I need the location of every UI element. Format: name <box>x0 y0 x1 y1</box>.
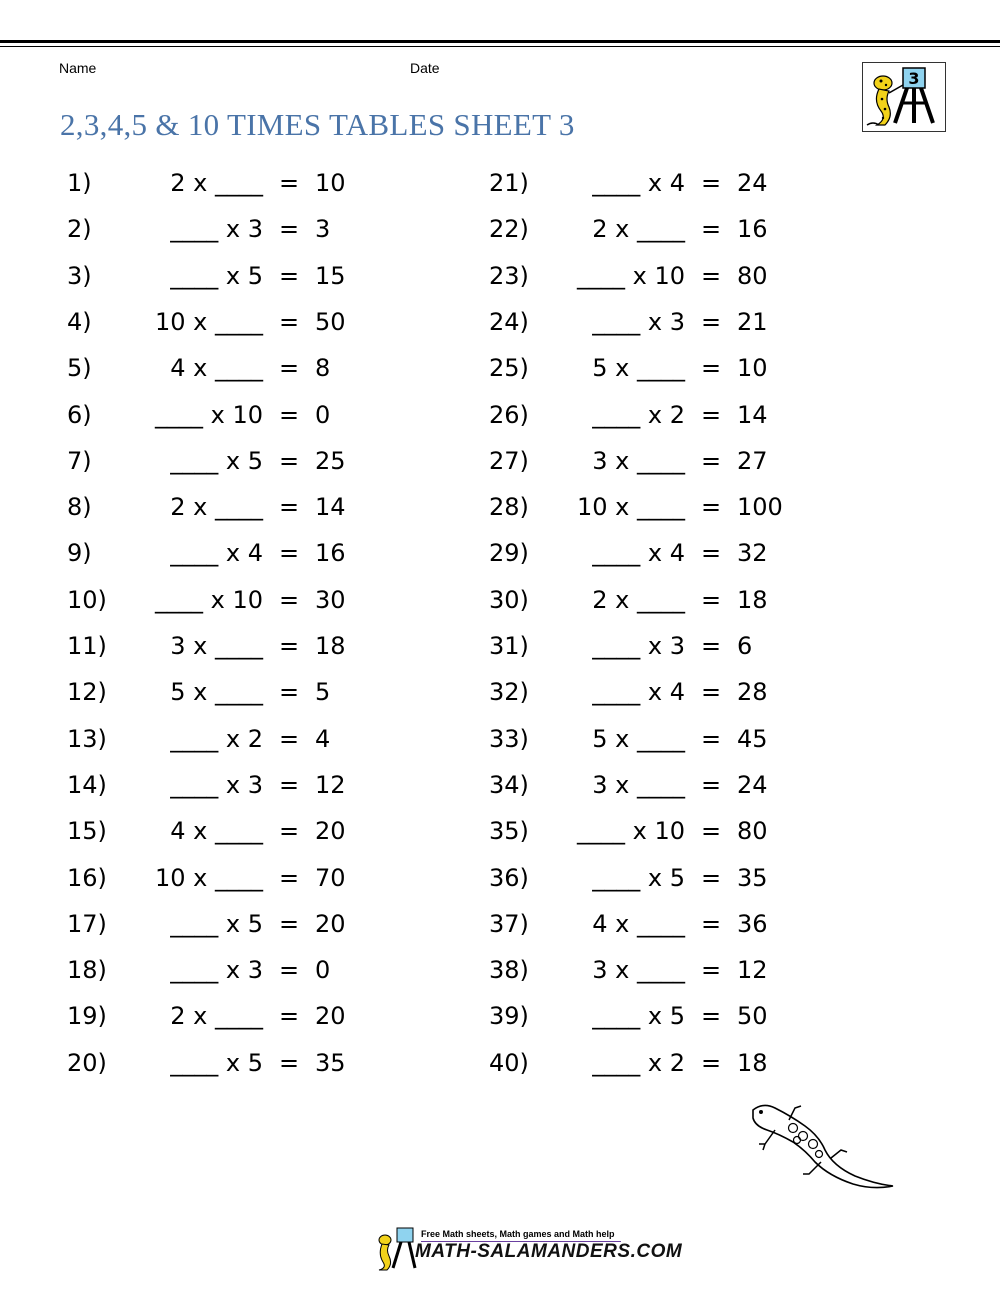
question-product: 35 <box>737 863 768 892</box>
question-expression[interactable]: 3 x ____ <box>592 446 685 475</box>
name-label: Name <box>59 60 97 76</box>
question-number: 37) <box>489 909 529 938</box>
question-product: 50 <box>737 1002 768 1031</box>
question-product: 32 <box>737 539 768 568</box>
question-row <box>422 762 922 808</box>
question-product: 16 <box>315 539 346 568</box>
question-number: 27) <box>489 446 529 475</box>
footer-logo <box>373 1226 683 1272</box>
question-product: 70 <box>315 863 346 892</box>
question-product: 20 <box>315 1002 346 1031</box>
question-product: 0 <box>315 956 331 985</box>
question-expression[interactable]: 5 x ____ <box>592 724 685 753</box>
question-row <box>422 901 922 947</box>
question-product: 10 <box>737 354 768 383</box>
top-rule-thin <box>0 46 1000 47</box>
question-product: 14 <box>315 493 346 522</box>
question-row <box>422 669 922 715</box>
question-product: 12 <box>315 770 346 799</box>
question-number: 40) <box>489 1048 529 1077</box>
question-product: 36 <box>737 909 768 938</box>
question-product: 18 <box>737 585 768 614</box>
question-number: 25) <box>489 354 529 383</box>
question-number: 17) <box>67 909 107 938</box>
question-expression[interactable]: 10 x ____ <box>155 307 263 336</box>
question-expression[interactable]: 2 x ____ <box>592 585 685 614</box>
question-expression[interactable]: ____ x 4 <box>592 678 685 707</box>
question-number: 15) <box>67 817 107 846</box>
equals-sign: = <box>279 585 300 614</box>
question-number: 14) <box>67 770 107 799</box>
question-product: 6 <box>737 632 753 660</box>
top-rule-thick <box>0 40 1000 43</box>
question-product: 15 <box>315 261 346 290</box>
question-product: 5 <box>315 678 331 707</box>
footer-salamander-icon <box>373 1226 417 1272</box>
question-expression[interactable]: 10 x ____ <box>577 493 685 522</box>
question-expression[interactable]: 10 x ____ <box>155 863 263 892</box>
question-number: 6) <box>67 400 92 429</box>
footer-tagline: Free Math sheets, Math games and Math help <box>421 1229 615 1239</box>
question-number: 8) <box>67 493 92 522</box>
question-row <box>422 530 922 576</box>
question-product: 3 <box>315 215 331 244</box>
equals-sign: = <box>701 817 722 846</box>
question-row <box>422 392 922 438</box>
equals-sign: = <box>701 307 722 336</box>
equals-sign: = <box>701 956 722 985</box>
equals-sign: = <box>701 770 722 799</box>
question-product: 10 <box>315 169 346 197</box>
question-number: 2) <box>67 215 92 244</box>
equals-sign: = <box>701 863 722 892</box>
question-row <box>422 299 922 345</box>
question-product: 100 <box>737 493 783 522</box>
question-product: 45 <box>737 724 768 753</box>
salamander-teacher-logo-icon <box>862 62 946 132</box>
question-number: 34) <box>489 770 529 799</box>
question-expression[interactable]: ____ x 3 <box>170 215 263 244</box>
equals-sign: = <box>279 261 300 290</box>
equals-sign: = <box>701 632 722 660</box>
question-number: 32) <box>489 678 529 707</box>
equals-sign: = <box>701 261 722 290</box>
question-expression[interactable]: 3 x ____ <box>592 956 685 985</box>
question-number: 21) <box>489 169 529 197</box>
question-product: 30 <box>315 585 346 614</box>
logo-digit: 3 <box>908 69 920 88</box>
question-number: 4) <box>67 307 92 336</box>
question-expression[interactable]: 3 x ____ <box>592 770 685 799</box>
equals-sign: = <box>279 863 300 892</box>
question-expression[interactable]: ____ x 3 <box>170 956 263 985</box>
question-number: 38) <box>489 956 529 985</box>
question-number: 35) <box>489 817 529 846</box>
question-row <box>422 484 922 530</box>
equals-sign: = <box>701 493 722 522</box>
question-expression[interactable]: ____ x 10 <box>577 817 685 846</box>
question-expression[interactable]: 3 x ____ <box>170 632 263 660</box>
equals-sign: = <box>701 585 722 614</box>
equals-sign: = <box>701 446 722 475</box>
question-expression[interactable]: ____ x 5 <box>170 261 263 290</box>
question-product: 35 <box>315 1048 346 1077</box>
equals-sign: = <box>279 400 300 429</box>
question-expression[interactable]: ____ x 5 <box>170 1048 263 1077</box>
question-expression[interactable]: ____ x 2 <box>170 724 263 753</box>
question-expression[interactable]: ____ x 2 <box>592 1048 685 1077</box>
equals-sign: = <box>701 678 722 707</box>
question-row <box>422 808 922 854</box>
question-expression[interactable]: 2 x ____ <box>170 493 263 522</box>
equals-sign: = <box>279 956 300 985</box>
question-product: 16 <box>737 215 768 244</box>
question-row <box>422 577 922 623</box>
question-number: 36) <box>489 863 529 892</box>
question-product: 14 <box>737 400 768 429</box>
question-product: 18 <box>315 632 346 660</box>
question-number: 5) <box>67 354 92 383</box>
question-expression[interactable]: 4 x ____ <box>170 354 263 383</box>
equals-sign: = <box>701 1002 722 1031</box>
question-expression[interactable]: ____ x 2 <box>592 400 685 429</box>
question-expression[interactable]: 2 x ____ <box>170 1002 263 1031</box>
question-number: 24) <box>489 307 529 336</box>
question-number: 13) <box>67 724 107 753</box>
equals-sign: = <box>279 169 300 197</box>
question-number: 11) <box>67 632 107 660</box>
question-number: 29) <box>489 539 529 568</box>
question-row <box>422 160 922 206</box>
equals-sign: = <box>701 215 722 244</box>
question-number: 12) <box>67 678 107 707</box>
equals-sign: = <box>279 632 300 660</box>
question-product: 8 <box>315 354 331 383</box>
question-expression[interactable]: ____ x 4 <box>592 169 685 197</box>
question-expression[interactable]: ____ x 5 <box>170 909 263 938</box>
question-number: 22) <box>489 215 529 244</box>
question-expression[interactable]: 5 x ____ <box>592 354 685 383</box>
question-expression[interactable]: 5 x ____ <box>170 678 263 707</box>
question-expression[interactable]: ____ x 3 <box>592 307 685 336</box>
equals-sign: = <box>279 770 300 799</box>
question-product: 24 <box>737 169 768 197</box>
question-row <box>422 623 922 669</box>
question-product: 4 <box>315 724 331 753</box>
question-number: 7) <box>67 446 92 475</box>
question-number: 19) <box>67 1002 107 1031</box>
question-expression[interactable]: ____ x 5 <box>592 1002 685 1031</box>
question-product: 18 <box>737 1048 768 1077</box>
question-number: 18) <box>67 956 107 985</box>
salamander-icon <box>745 1100 897 1195</box>
date-label: Date <box>410 60 440 76</box>
question-product: 24 <box>737 770 768 799</box>
question-number: 23) <box>489 261 529 290</box>
question-number: 20) <box>67 1048 107 1077</box>
equals-sign: = <box>701 539 722 568</box>
equals-sign: = <box>701 724 722 753</box>
equals-sign: = <box>279 493 300 522</box>
question-expression[interactable]: ____ x 5 <box>170 446 263 475</box>
question-row <box>422 253 922 299</box>
question-row <box>422 947 922 993</box>
question-row <box>422 993 922 1039</box>
equals-sign: = <box>701 354 722 383</box>
equals-sign: = <box>701 909 722 938</box>
question-product: 50 <box>315 307 346 336</box>
question-row <box>422 438 922 484</box>
equals-sign: = <box>279 724 300 753</box>
question-expression[interactable]: ____ x 3 <box>592 632 685 660</box>
question-expression[interactable]: ____ x 5 <box>592 863 685 892</box>
question-number: 9) <box>67 539 92 568</box>
question-row <box>422 345 922 391</box>
question-product: 12 <box>737 956 768 985</box>
equals-sign: = <box>279 539 300 568</box>
question-product: 20 <box>315 909 346 938</box>
equals-sign: = <box>701 169 722 197</box>
question-row <box>422 716 922 762</box>
equals-sign: = <box>279 909 300 938</box>
question-row <box>422 855 922 901</box>
question-product: 21 <box>737 307 768 336</box>
question-expression[interactable]: 2 x ____ <box>170 169 263 197</box>
question-expression[interactable]: ____ x 10 <box>155 400 263 429</box>
question-product: 80 <box>737 817 768 846</box>
equals-sign: = <box>279 1002 300 1031</box>
question-number: 30) <box>489 585 529 614</box>
equals-sign: = <box>279 446 300 475</box>
question-expression[interactable]: 4 x ____ <box>592 909 685 938</box>
question-number: 10) <box>67 585 107 614</box>
question-product: 20 <box>315 817 346 846</box>
question-number: 1) <box>67 169 92 197</box>
question-expression[interactable]: ____ x 10 <box>155 585 263 614</box>
question-product: 25 <box>315 446 346 475</box>
question-expression[interactable]: ____ x 4 <box>170 539 263 568</box>
page-title: 2,3,4,5 & 10 TIMES TABLES SHEET 3 <box>60 107 575 142</box>
footer-site-link[interactable]: MATH-SALAMANDERS.COM <box>415 1241 683 1262</box>
equals-sign: = <box>279 678 300 707</box>
equals-sign: = <box>279 307 300 336</box>
question-expression[interactable]: ____ x 4 <box>592 539 685 568</box>
question-product: 0 <box>315 400 331 429</box>
question-row <box>422 1040 922 1086</box>
question-expression[interactable]: ____ x 3 <box>170 770 263 799</box>
question-number: 33) <box>489 724 529 753</box>
question-expression[interactable]: 4 x ____ <box>170 817 263 846</box>
equals-sign: = <box>279 215 300 244</box>
question-number: 39) <box>489 1002 529 1031</box>
question-number: 26) <box>489 400 529 429</box>
question-number: 3) <box>67 261 92 290</box>
equals-sign: = <box>279 817 300 846</box>
equals-sign: = <box>701 1048 722 1077</box>
question-number: 28) <box>489 493 529 522</box>
question-number: 31) <box>489 632 529 660</box>
question-expression[interactable]: 2 x ____ <box>592 215 685 244</box>
question-product: 27 <box>737 446 768 475</box>
question-row <box>422 206 922 252</box>
equals-sign: = <box>279 354 300 383</box>
equals-sign: = <box>701 400 722 429</box>
question-expression[interactable]: ____ x 10 <box>577 261 685 290</box>
question-number: 16) <box>67 863 107 892</box>
question-product: 80 <box>737 261 768 290</box>
equals-sign: = <box>279 1048 300 1077</box>
question-product: 28 <box>737 678 768 707</box>
